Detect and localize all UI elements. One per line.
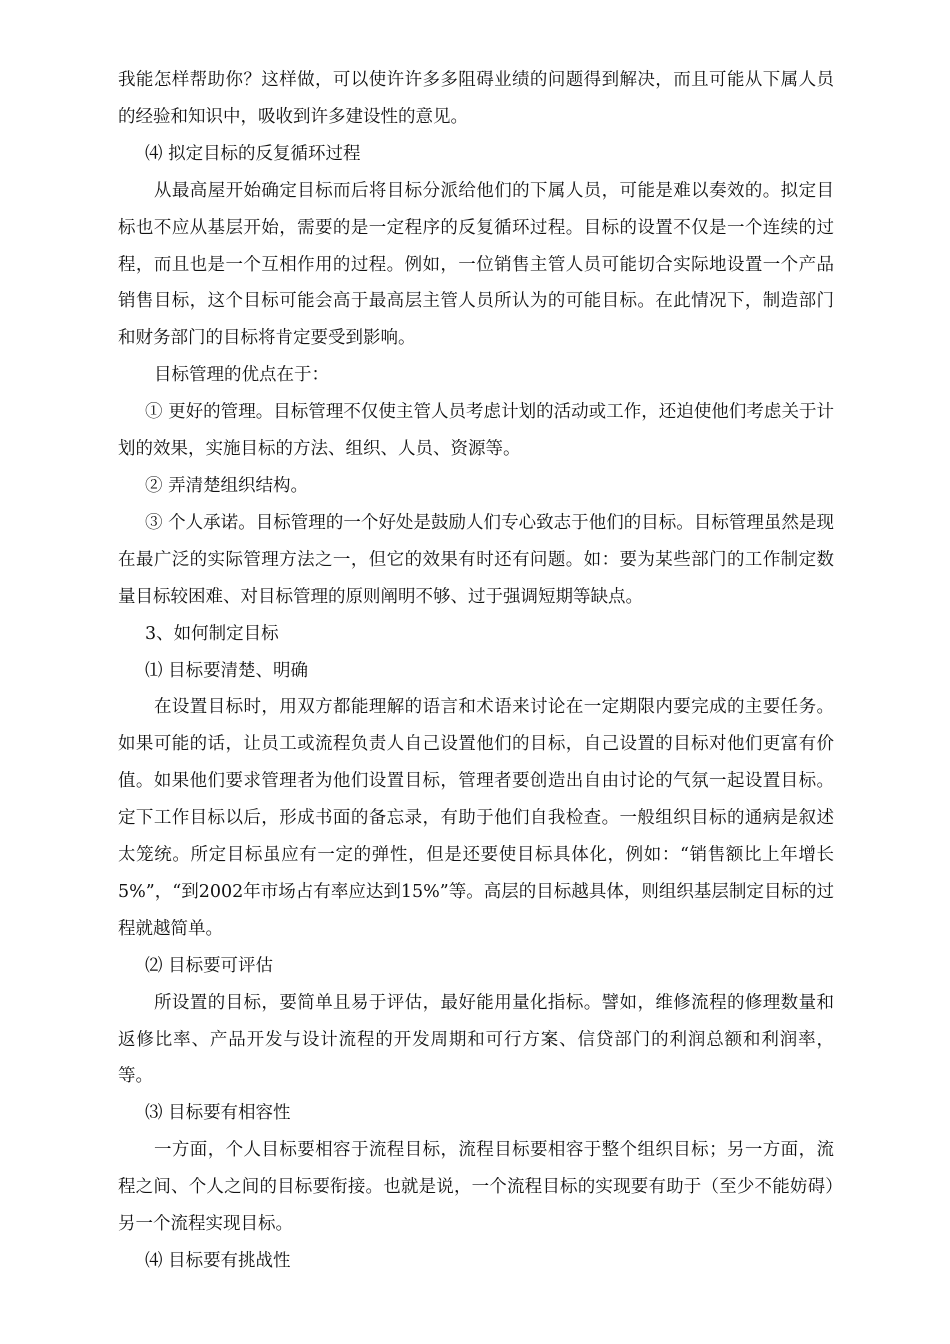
paragraph: 我能怎样帮助你？这样做，可以使许许多多阻碍业绩的问题得到解决，而且可能从下属人员的经验和知识中，吸收到许多建设性的意见。	[118, 70, 834, 127]
document-page	[118, 62, 834, 1280]
section-heading: 3、如何制定目标	[145, 623, 279, 644]
paragraph: 一方面，个人目标要相容于流程目标，流程目标要相容于整个组织目标；另一方面，流程之间、个人之间的目标要衔接。也就是说，一个流程目标的实现要有助于（至少不能妨碍）另一个流程实现目标。	[118, 1140, 834, 1235]
list-item: ③ 个人承诺。目标管理的一个好处是鼓励人们专心致志于他们的目标。目标管理虽然是现在最广泛的实际管理方法之一，但它的效果有时还有问题。如：要为某些部门的工作制定数量目标较困难、对目标管理的原则阐明不够、过于强调短期等缺点。	[118, 512, 834, 607]
paragraph: 在设置目标时，用双方都能理解的语言和术语来讨论在一定期限内要完成的主要任务。如果可能的话，让员工或流程负责人自己设置他们的目标，自己设置的目标对他们更富有价值。如果他们要求管理者为他们设置目标，管理者要创造出自由讨论的气氛一起设置目标。定下工作目标以后，形成书面的备忘录，有助于他们自我检查。一般组织目标的通病是叙述太笼统。所定目标虽应有一定的弹性，但是还要使目标具体化，例如：“销售额比上年增长5%”，“到2002年市场占有率应达到15%”等。高层的目标越具体，则组织基层制定目标的过程就越简单。	[118, 697, 834, 939]
subsection-heading: ⑷ 目标要有挑战性	[145, 1251, 291, 1271]
section-heading: ⑷ 拟定目标的反复循环过程	[145, 143, 361, 164]
paragraph: 从最高屋开始确定目标而后将目标分派给他们的下属人员，可能是难以奏效的。拟定目标也不应从基层开始，需要的是一定程序的反复循环过程。目标的设置不仅是一个连续的过程，而且也是一个互相作用的过程。例如，一位销售主管人员可能切合实际地设置一个产品销售目标，这个目标可能会高于最高层主管人员所认为的可能目标。在此情况下，制造部门和财务部门的目标将肯定要受到影响。	[118, 180, 834, 349]
paragraph: 所设置的目标，要简单且易于评估，最好能用量化指标。譬如，维修流程的修理数量和返修比率、产品开发与设计流程的开发周期和可行方案、信贷部门的利润总额和利润率，等。	[118, 992, 834, 1087]
subsection-heading: ⑵ 目标要可评估	[145, 955, 274, 976]
paragraph: 目标管理的优点在于：	[154, 365, 329, 386]
list-item: ② 弄清楚组织结构。	[145, 475, 309, 496]
subsection-heading: ⑴ 目标要清楚、明确	[145, 660, 309, 681]
list-item: ① 更好的管理。目标管理不仅使主管人员考虑计划的活动或工作，还迫使他们考虑关于计划的效果，实施目标的方法、组织、人员、资源等。	[118, 402, 834, 460]
subsection-heading: ⑶ 目标要有相容性	[145, 1103, 291, 1124]
